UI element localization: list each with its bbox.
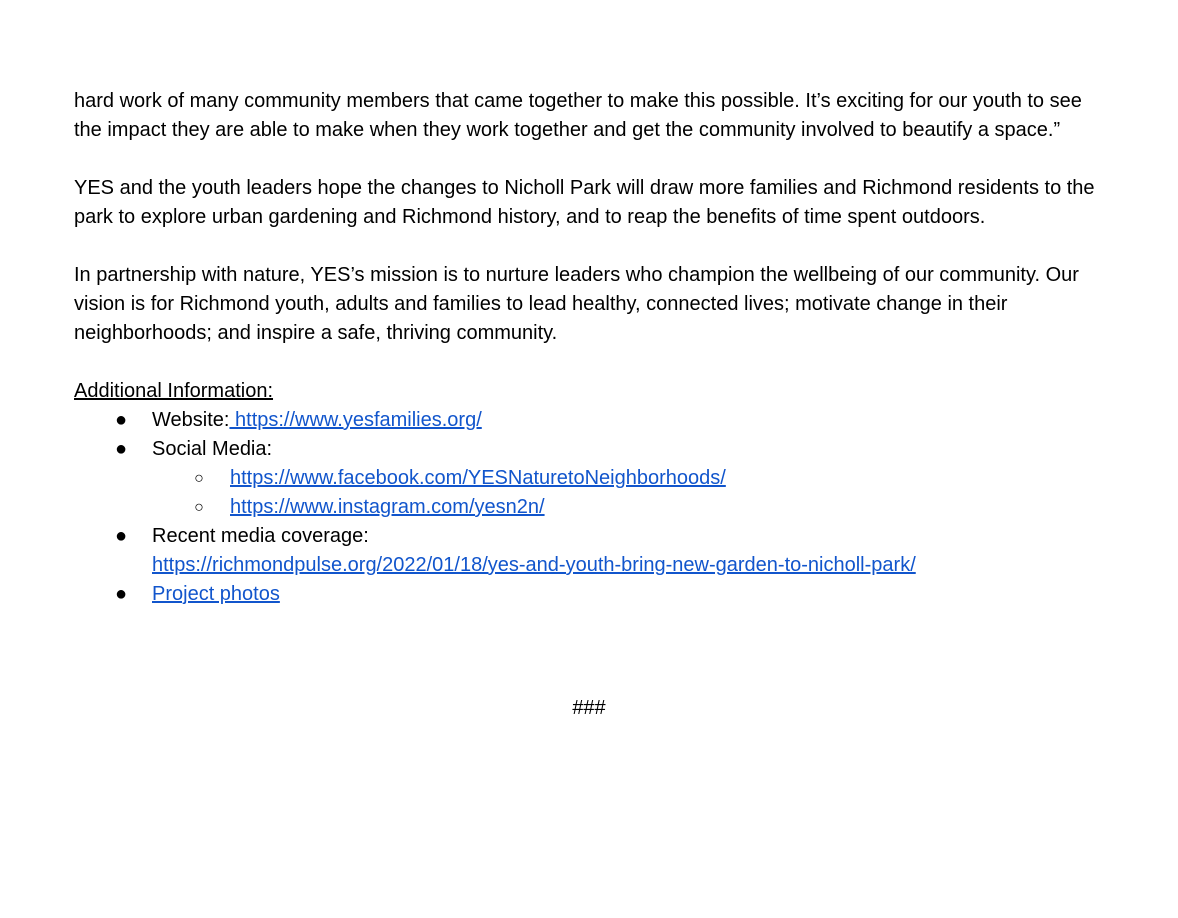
bullet-icon: ● (114, 409, 128, 431)
list-item-project-photos (74, 580, 1114, 609)
bullet-icon: ● (114, 438, 128, 460)
list-item-instagram (152, 493, 1114, 522)
social-media-label: Social Media: (152, 438, 273, 460)
paragraph-mission: In partnership with nature, YES’s mission is to nurture leaders who champion the wellbeing of our community. Our vision is for Richmond youth, adults and families to lead healthy, connected lives; motivate change in their neighborhoods; and inspire a safe, thriving community. (74, 264, 1079, 344)
social-media-sublist (152, 464, 1114, 522)
media-coverage-link[interactable]: https://richmondpulse.org/2022/01/18/yes-and-youth-bring-new-garden-to-nicholl-park/ (152, 554, 916, 576)
additional-info-list (74, 406, 1114, 609)
additional-info-heading: Additional Information: (74, 380, 274, 402)
bullet-icon: ● (114, 525, 128, 547)
end-marker: ### (572, 697, 606, 719)
hollow-bullet-icon: ○ (194, 470, 204, 487)
instagram-link[interactable]: https://www.instagram.com/yesn2n/ (230, 496, 545, 518)
paragraph-quote-end: hard work of many community members that came together to make this possible. It’s exciting for our youth to see the impact they are able to make when they work together and get the community involved to beautify a space.” (74, 90, 1082, 141)
hollow-bullet-icon: ○ (194, 499, 204, 516)
website-link[interactable]: https://www.yesfamilies.org/ (229, 409, 482, 431)
media-coverage-label: Recent media coverage: (152, 525, 369, 547)
list-item-facebook (152, 464, 1114, 493)
paragraph-park-changes: YES and the youth leaders hope the changes to Nicholl Park will draw more families and Richmond residents to the park to explore urban gardening and Richmond history, and to reap the benefits of time spent outdoors. (74, 177, 1095, 228)
list-item-social-media (74, 435, 1114, 522)
list-item-media-coverage (74, 522, 1114, 580)
project-photos-link[interactable]: Project photos (152, 583, 280, 605)
list-item-website (74, 406, 1114, 435)
website-label: Website: (152, 409, 230, 431)
bullet-icon: ● (114, 583, 128, 605)
document-body (74, 87, 1114, 609)
facebook-link[interactable]: https://www.facebook.com/YESNaturetoNeighborhoods/ (230, 467, 726, 489)
